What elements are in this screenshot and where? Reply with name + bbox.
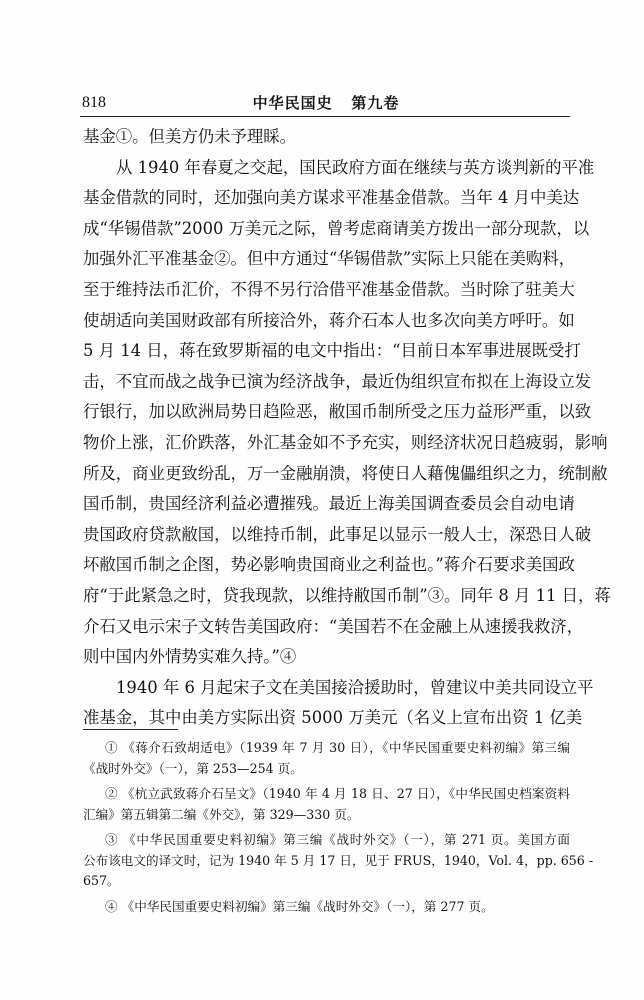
footnote-4: ④ 《中华民国重要史料初编》第三编《战时外交》（一），第 277 页。 [105,898,494,914]
text-line: 坏敝国币制之企图，势必影响贵国商业之利益也。”蒋介石要求美国政 [83,555,575,575]
text-line: 府“于此紧急之时，贷我现款，以维持敝国币制”③。同年 8 月 11 日，蒋 [83,585,611,605]
footnote-3: ③ 《中华民国重要史料初编》第三编《战时外交》（一），第 271 页。美国方面 [105,832,570,847]
header-rule [80,116,570,117]
footnote-3-continuation: 657。 [83,873,120,888]
footnote-2: ② 《杭立武致蒋介石呈文》（1940 年 4 月 18 日、27 日），《中华民国史档案资料 [105,786,570,801]
text-line: 击，不宜而战之战争已演为经济战争，最近伪组织宣布拟在上海设立发 [83,371,592,391]
text-line: 至于维持法币汇价，不得不另行洽借平准基金借款。当时除了驻美大 [83,279,575,299]
page-number: 818 [82,94,106,111]
text-line: 介石又电示宋子文转告美国政府：“美国若不在金融上从速援我救济， [83,616,584,636]
paragraph-first-line: 1940 年 6 月起宋子文在美国接洽援助时，曾建议中美共同设立平 [116,677,594,697]
footnote-1-continuation: 《战时外交》（一），第 253—254 页。 [83,760,303,776]
text-line: 基金借款的同时，还加强向美方谋求平准基金借款。当年 4 月中美达 [83,188,580,208]
text-line: 贵国政府贷款敝国，以维持币制，此事足以显示一般人士，深恐日人破 [83,524,592,544]
page-header [82,93,570,117]
text-line: 准基金，其中由美方实际出资 5000 万美元（名义上宣布出资 1 亿美 [83,708,583,728]
footnote-rule [83,729,178,730]
text-line: 基金①。但美方仍未予理睬。 [83,127,297,146]
footnote-1: ① 《蒋介石致胡适电》（1939 年 7 月 30 日），《中华民国重要史料初编》第三编 [105,740,570,755]
text-line: 行银行，加以欧洲局势日趋险恶，敝国币制所受之压力益形严重，以致 [83,402,592,422]
text-line: 则中国内外情势实难久持。”④ [83,647,297,667]
text-line: 使胡适向美国财政部有所接洽外，蒋介石本人也多次向美方呼吁。如 [83,310,575,330]
text-line: 加强外汇平准基金②。但中方通过“华锡借款”实际上只能在美购料， [83,249,576,269]
footnotes [83,738,594,917]
text-line: 国币制，贵国经济利益必遭摧残。最近上海美国调查委员会自动电请 [83,494,575,514]
footnote-3-continuation: 公布该电文的译文时，记为 1940 年 5 月 17 日，见于 FRUS，1940，Vol. 4，pp. 656 - [83,852,594,868]
text-line: 成“华锡借款”2000 万美元之际，曾考虑商请美方拨出一部分现款，以 [83,218,590,238]
paragraph-first-line: 从 1940 年春夏之交起，国民政府方面在继续与英方谈判新的平准 [116,157,595,177]
body-text [83,122,611,734]
running-title: 中华民国史 第九卷 [252,94,400,112]
text-line: 5 月 14 日，蒋在致罗斯福的电文中指出：“目前日本军事进展既受打 [83,341,581,361]
text-line: 所及，商业更致纷乱，万一金融崩溃，将使日人藉傀儡组织之力，统制敝 [83,463,608,483]
footnote-2-continuation: 汇编》第五辑第二编《外交》，第 329—330 页。 [83,806,360,822]
text-line: 物价上涨，汇价跌落，外汇基金如不予充实，则经济状况日趋疲弱，影响 [83,432,608,452]
